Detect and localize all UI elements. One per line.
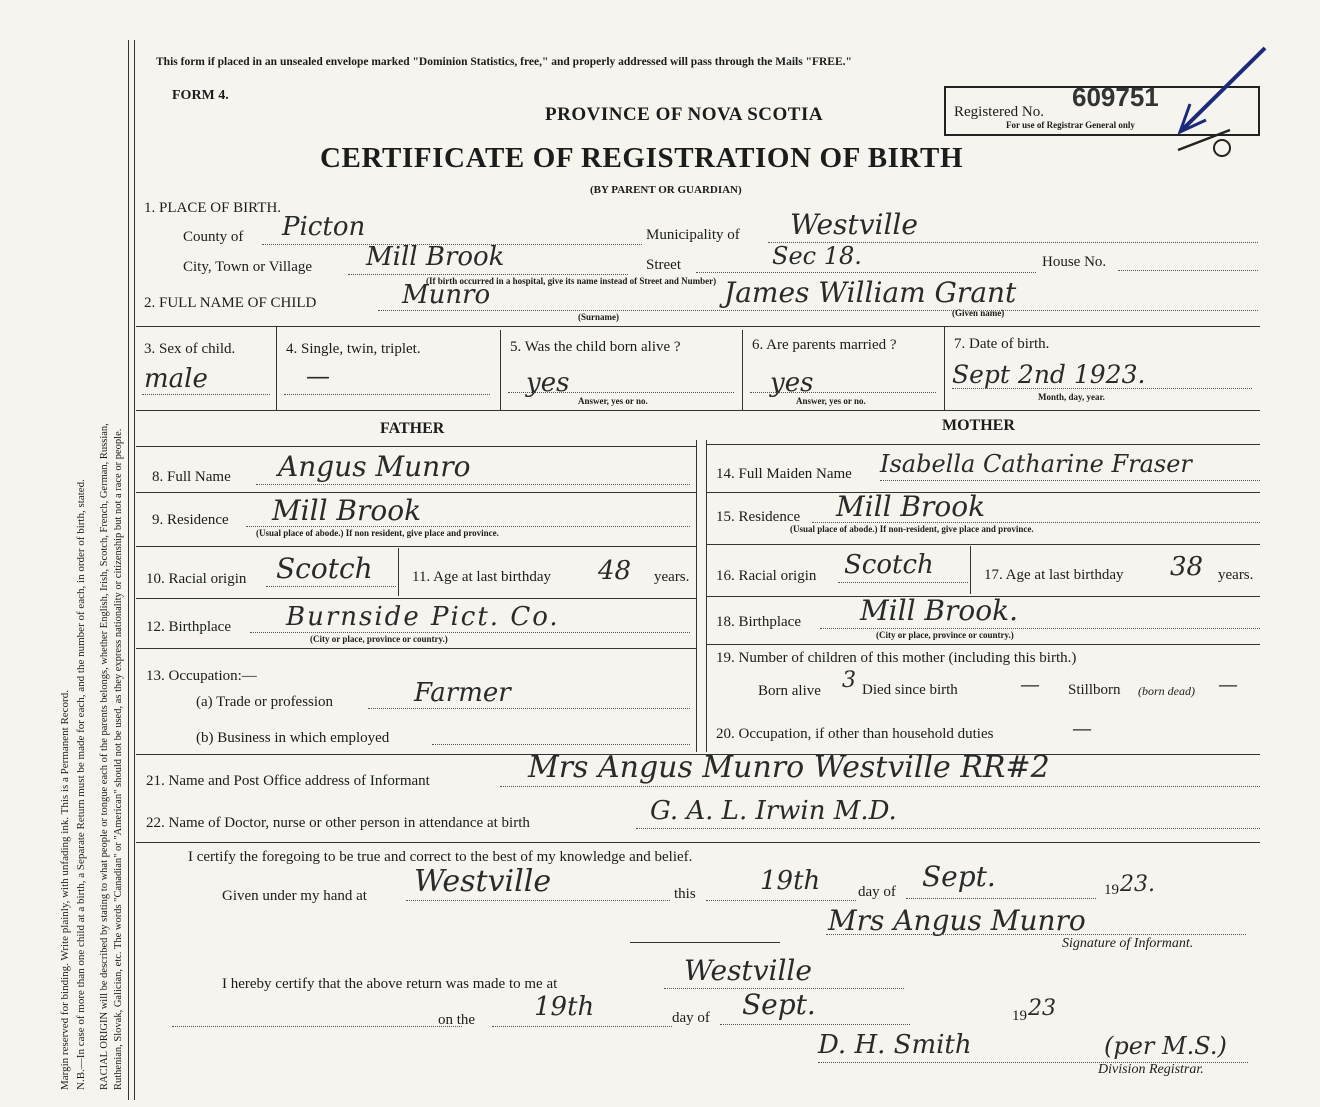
street-label: Street	[646, 257, 681, 273]
father-residence-value: Mill Brook	[272, 494, 422, 527]
mail-notice: This form if placed in an unsealed envelope marked "Dominion Statistics, free," and properly addressed will pass through the Mails "FREE."	[156, 56, 852, 68]
father-age-label: 11. Age at last birthday	[412, 569, 551, 585]
father-racial-label: 10. Racial origin	[146, 571, 247, 587]
county-value: Picton	[282, 212, 366, 242]
informant-value: Mrs Angus Munro Westville RR#2	[528, 750, 1050, 785]
mother-age-value: 38	[1170, 552, 1204, 582]
father-birthplace-value: Burnside Pict. Co.	[286, 602, 560, 632]
mother-racial-label: 16. Racial origin	[716, 568, 817, 584]
died-since-birth-value: —	[1020, 672, 1040, 696]
surname-caption: (Surname)	[578, 312, 619, 322]
registered-no-label: Registered No.	[954, 104, 1044, 120]
certificate-subtitle: (BY PARENT OR GUARDIAN)	[590, 184, 742, 196]
given-month-value: Sept.	[922, 860, 996, 893]
father-age-value: 48	[598, 556, 632, 586]
year-prefix: 19	[1104, 882, 1119, 898]
mother-name-label: 14. Full Maiden Name	[716, 466, 852, 482]
mother-heading: MOTHER	[942, 417, 1015, 434]
registrar-signature-note: (per M.S.)	[1104, 1032, 1227, 1060]
registrar-caption: Division Registrar.	[1098, 1062, 1204, 1077]
given-year-value: 23.	[1120, 872, 1155, 897]
registrar-month-value: Sept.	[742, 988, 816, 1021]
informant-signature-caption: Signature of Informant.	[1062, 936, 1194, 951]
place-of-birth-heading: 1. PLACE OF BIRTH.	[144, 200, 282, 216]
occupation-label: 13. Occupation:—	[146, 668, 257, 684]
mother-racial-value: Scotch	[844, 550, 934, 580]
father-residence-caption: (Usual place of abode.) If non resident, give place and province.	[256, 528, 499, 538]
mother-birthplace-label: 18. Birthplace	[716, 614, 801, 630]
mother-years-label: years.	[1218, 567, 1254, 583]
stillborn-note: (born dead)	[1138, 684, 1195, 698]
margin-note-multiple-births: N.B.—In case of more than one child at a birth, a Separate Return must be made for each, and the number of each, in order of birth, stated.	[75, 479, 87, 1090]
city-label: City, Town or Village	[183, 259, 313, 275]
binding-line-2	[134, 40, 135, 1100]
mother-age-label: 17. Age at last birthday	[984, 567, 1124, 583]
certificate-title: CERTIFICATE OF REGISTRATION OF BIRTH	[320, 142, 964, 174]
born-alive-value: yes	[526, 368, 570, 398]
born-alive-count-label: Born alive	[758, 683, 821, 699]
given-name-caption: (Given name)	[952, 308, 1005, 318]
father-birthplace-caption: (City or place, province or country.)	[310, 634, 448, 644]
mother-residence-label: 15. Residence	[716, 509, 801, 525]
street-value: Sec 18.	[772, 242, 862, 270]
certify-statement: I certify the foregoing to be true and correct to the best of my knowledge and belief.	[188, 849, 693, 865]
given-place-value: Westville	[414, 864, 552, 899]
dob-label: 7. Date of birth.	[954, 336, 1050, 352]
dob-value: Sept 2nd 1923.	[952, 360, 1146, 389]
mother-birthplace-caption: (City or place, province or country.)	[876, 630, 1014, 640]
children-count-label: 19. Number of children of this mother (including this birth.)	[716, 650, 1077, 666]
mother-residence-value: Mill Brook	[836, 490, 986, 523]
mother-name-value: Isabella Catharine Fraser	[880, 450, 1192, 478]
stillborn-value: —	[1218, 672, 1238, 696]
mother-residence-caption: (Usual place of abode.) If non-resident, give place and province.	[790, 524, 1034, 534]
margin-note-racial-origin: RACIAL ORIGIN will be described by stating to what people or tongue each of the parents belongs, whether English, Irish, Scotch, French, German, Russian,	[99, 423, 110, 1090]
registrar-day-of-label: day of	[672, 1010, 710, 1026]
form-number: FORM 4.	[172, 88, 229, 103]
sex-label: 3. Sex of child.	[144, 341, 236, 357]
died-since-birth-label: Died since birth	[862, 682, 958, 698]
child-name-label: 2. FULL NAME OF CHILD	[144, 295, 317, 311]
born-alive-caption: Answer, yes or no.	[578, 396, 648, 406]
doctor-label: 22. Name of Doctor, nurse or other person in attendance at birth	[146, 815, 530, 831]
on-the-label: on the	[438, 1012, 476, 1028]
registrar-year-value: 23	[1028, 996, 1056, 1021]
trade-value: Farmer	[414, 678, 511, 708]
county-label: County of	[183, 229, 244, 245]
father-name-value: Angus Munro	[278, 450, 471, 483]
born-alive-label: 5. Was the child born alive ?	[510, 339, 681, 355]
father-years-label: years.	[654, 569, 690, 585]
mother-occupation-value: —	[1072, 716, 1092, 740]
registrar-place-value: Westville	[684, 954, 812, 987]
parents-married-value: yes	[770, 368, 814, 398]
municipality-value: Westville	[790, 208, 918, 241]
pen-checkmark-icon	[1170, 44, 1270, 164]
mother-occupation-label: 20. Occupation, if other than household duties	[716, 726, 994, 742]
plurality-label: 4. Single, twin, triplet.	[286, 341, 421, 357]
father-residence-label: 9. Residence	[152, 512, 229, 528]
dob-caption: Month, day, year.	[1038, 392, 1105, 402]
margin-note-racial-origin-2: Ruthenian, Slovak, Galician, etc. The words "Canadian" or "American" should not be used, as they express nationality or citizenship but not a race or people.	[113, 428, 124, 1090]
given-day-value: 19th	[760, 866, 821, 896]
parents-married-label: 6. Are parents married ?	[752, 337, 897, 353]
city-value: Mill Brook	[366, 242, 505, 272]
child-given-name: James William Grant	[724, 276, 1017, 309]
municipality-label: Municipality of	[646, 227, 740, 243]
registrar-statement: I hereby certify that the above return was made to me at	[222, 976, 558, 992]
child-surname: Munro	[402, 280, 491, 310]
registration-number: 609751	[1072, 82, 1159, 112]
registrar-year-prefix: 19	[1012, 1008, 1027, 1024]
house-number-label: House No.	[1042, 254, 1107, 270]
trade-label: (a) Trade or profession	[196, 694, 334, 710]
doctor-value: G. A. L. Irwin M.D.	[650, 796, 897, 826]
given-under-label: Given under my hand at	[222, 888, 367, 904]
father-birthplace-label: 12. Birthplace	[146, 619, 231, 635]
sex-value: male	[144, 364, 208, 394]
parents-married-caption: Answer, yes or no.	[796, 396, 866, 406]
registrar-use-note: For use of Registrar General only	[1006, 120, 1135, 130]
born-alive-count-value: 3	[842, 668, 856, 693]
binding-line	[128, 40, 129, 1100]
this-label: this	[674, 886, 696, 902]
informant-signature: Mrs Angus Munro	[828, 904, 1086, 937]
informant-label: 21. Name and Post Office address of Informant	[146, 773, 430, 789]
mother-birthplace-value: Mill Brook.	[860, 594, 1018, 627]
father-name-label: 8. Full Name	[152, 469, 231, 485]
province-heading: PROVINCE OF NOVA SCOTIA	[545, 104, 824, 125]
margin-note-binding: Margin reserved for binding. Write plainly, with unfading ink. This is a Permanent Record.	[59, 690, 71, 1090]
father-heading: FATHER	[380, 420, 445, 437]
stillborn-label: Stillborn	[1068, 682, 1121, 698]
day-of-label: day of	[858, 884, 896, 900]
hospital-note: (If birth occurred in a hospital, give its name instead of Street and Number)	[426, 276, 717, 286]
business-label: (b) Business in which employed	[196, 730, 390, 746]
plurality-value: —	[306, 362, 330, 390]
registrar-signature: D. H. Smith	[818, 1030, 972, 1060]
father-racial-value: Scotch	[276, 552, 373, 585]
registrar-day-value: 19th	[534, 992, 595, 1022]
